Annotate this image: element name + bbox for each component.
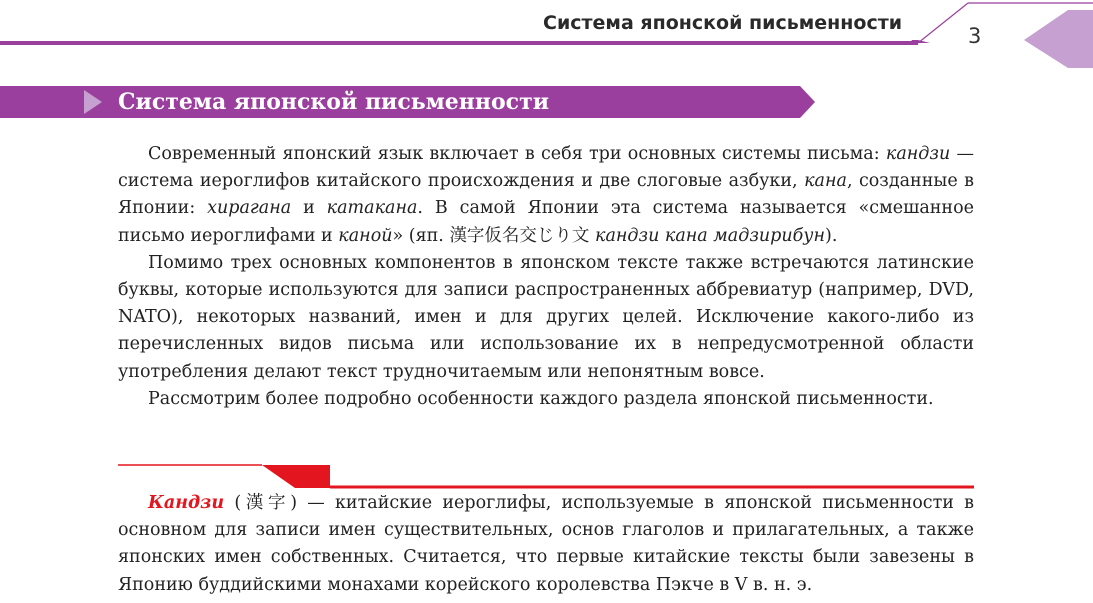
text-run: » (яп. [392, 225, 450, 246]
intro-text [118, 141, 974, 413]
italic-term: хирагана [207, 198, 292, 219]
italic-term: кандзи кана мадзирибун [595, 225, 825, 246]
paragraph-latin-letters: Помимо трех основных компонентов в японском тексте также встречаются латинские буквы, которые используются для записи распространенных аббревиатур (например, DVD, NATO), некоторых названий, имен и для других целей. Исключение какого-либо из перечисленных видов письма или использование их в непредусмотренной области употребления делают текст трудночитаемым или непонятным вовсе. [118, 252, 974, 382]
italic-term: катакана [326, 198, 418, 219]
term-kanji-chars: 漢字 [241, 493, 291, 513]
section-divider [0, 460, 1093, 490]
japanese-text: 漢字仮名交じり文 [449, 225, 590, 246]
italic-term: кана [804, 171, 847, 192]
paragraph-details: Рассмотрим более подробно особенности каждого раздела японской письменности. [148, 388, 934, 409]
paragraph-kanji: Кандзи (漢字) — китайские иероглифы, используемые в японской письменности в основном для записи имен существительных, основ глаголов и прилагательных, а также японских имен собственных. Считается, что первые китайские тексты были завезены в Японию буддийскими монахами корейского королевства Пэкче в V в. н. э. [118, 493, 975, 595]
kanji-definition: — китайские иероглифы, используемые в японской письменности в основном для записи имен существительных, основ глаголов и прилагательных, а также японских имен собственных. Считается, что первые китайские тексты были завезены в Японию буддийскими монахами корейского королевства Пэкче в V в. н. э. [118, 493, 975, 595]
divider-tab [262, 465, 330, 488]
page-number: 3 [968, 24, 982, 48]
page-tab-arrow [1024, 10, 1093, 68]
kanji-section [118, 490, 974, 599]
text-run: Современный японский язык включает в себя три основных системы письма: [148, 144, 886, 164]
header-diagonal [918, 3, 968, 43]
text-run: и [291, 198, 327, 219]
section-title: Система японской письменности [118, 89, 550, 115]
text-run: — система иероглифов китайского происхождения и две слоговые азбуки, [118, 144, 974, 192]
italic-term: каной [338, 225, 393, 246]
text-run: , созданные в Японии: [118, 171, 974, 219]
text-run: . В самой Японии эта система называется «смешанное письмо иероглифами и [118, 198, 974, 246]
italic-term: кандзи [885, 144, 951, 164]
text-run: ). [825, 225, 838, 246]
term-kanji: Кандзи [148, 493, 225, 513]
running-title: Система японской письменности [543, 12, 903, 34]
paragraph-writing-systems [118, 141, 974, 250]
